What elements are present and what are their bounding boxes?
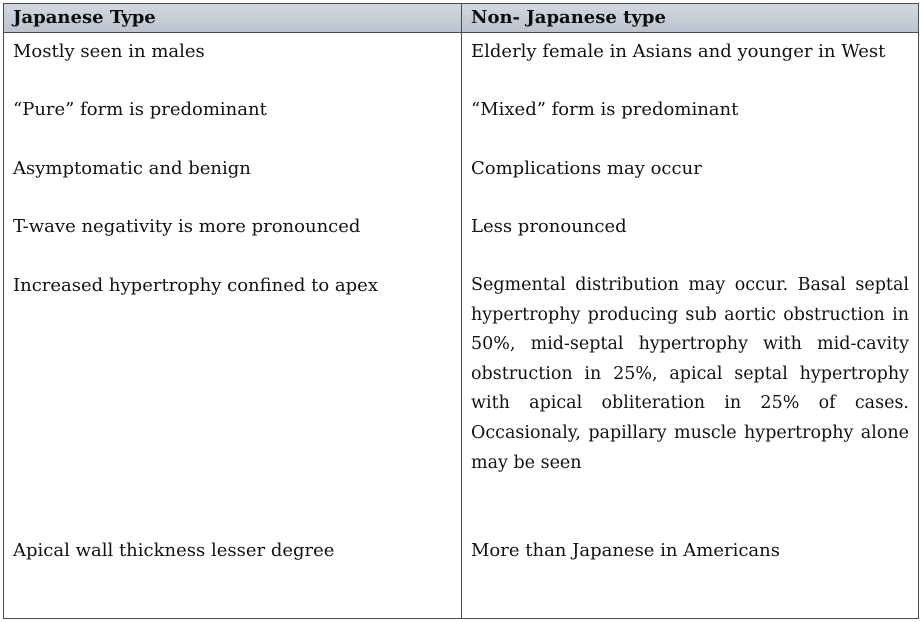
comparison-table xyxy=(3,3,919,619)
row-2-non-japanese: “Mixed” form is predominant xyxy=(471,99,739,120)
row-1-non-japanese: Elderly female in Asians and younger in West xyxy=(471,41,886,62)
column-divider xyxy=(461,4,462,618)
row-2-japanese: “Pure” form is predominant xyxy=(13,99,267,120)
row-5-japanese: Increased hypertrophy confined to apex xyxy=(13,275,378,296)
row-3-non-japanese: Complications may occur xyxy=(471,158,702,179)
row-6-non-japanese: More than Japanese in Americans xyxy=(471,540,780,561)
header-non-japanese-type: Non- Japanese type xyxy=(471,7,666,28)
row-4-non-japanese: Less pronounced xyxy=(471,216,627,237)
header-japanese-type: Japanese Type xyxy=(13,7,156,28)
row-1-japanese: Mostly seen in males xyxy=(13,41,205,62)
row-4-japanese: T-wave negativity is more pronounced xyxy=(13,216,361,237)
row-5-non-japanese: Segmental distribution may occur. Basal septal hypertrophy producing sub aortic obstruction in 50%, mid-septal hypertrophy with mid-cavity obstruction in 25%, apical septal hypertrophy with apical obliteration in 25% of cases. Occasionaly, papillary muscle hypertrophy alone may be seen xyxy=(471,275,909,473)
row-6-japanese: Apical wall thickness lesser degree xyxy=(13,540,335,561)
row-3-japanese: Asymptomatic and benign xyxy=(13,158,251,179)
